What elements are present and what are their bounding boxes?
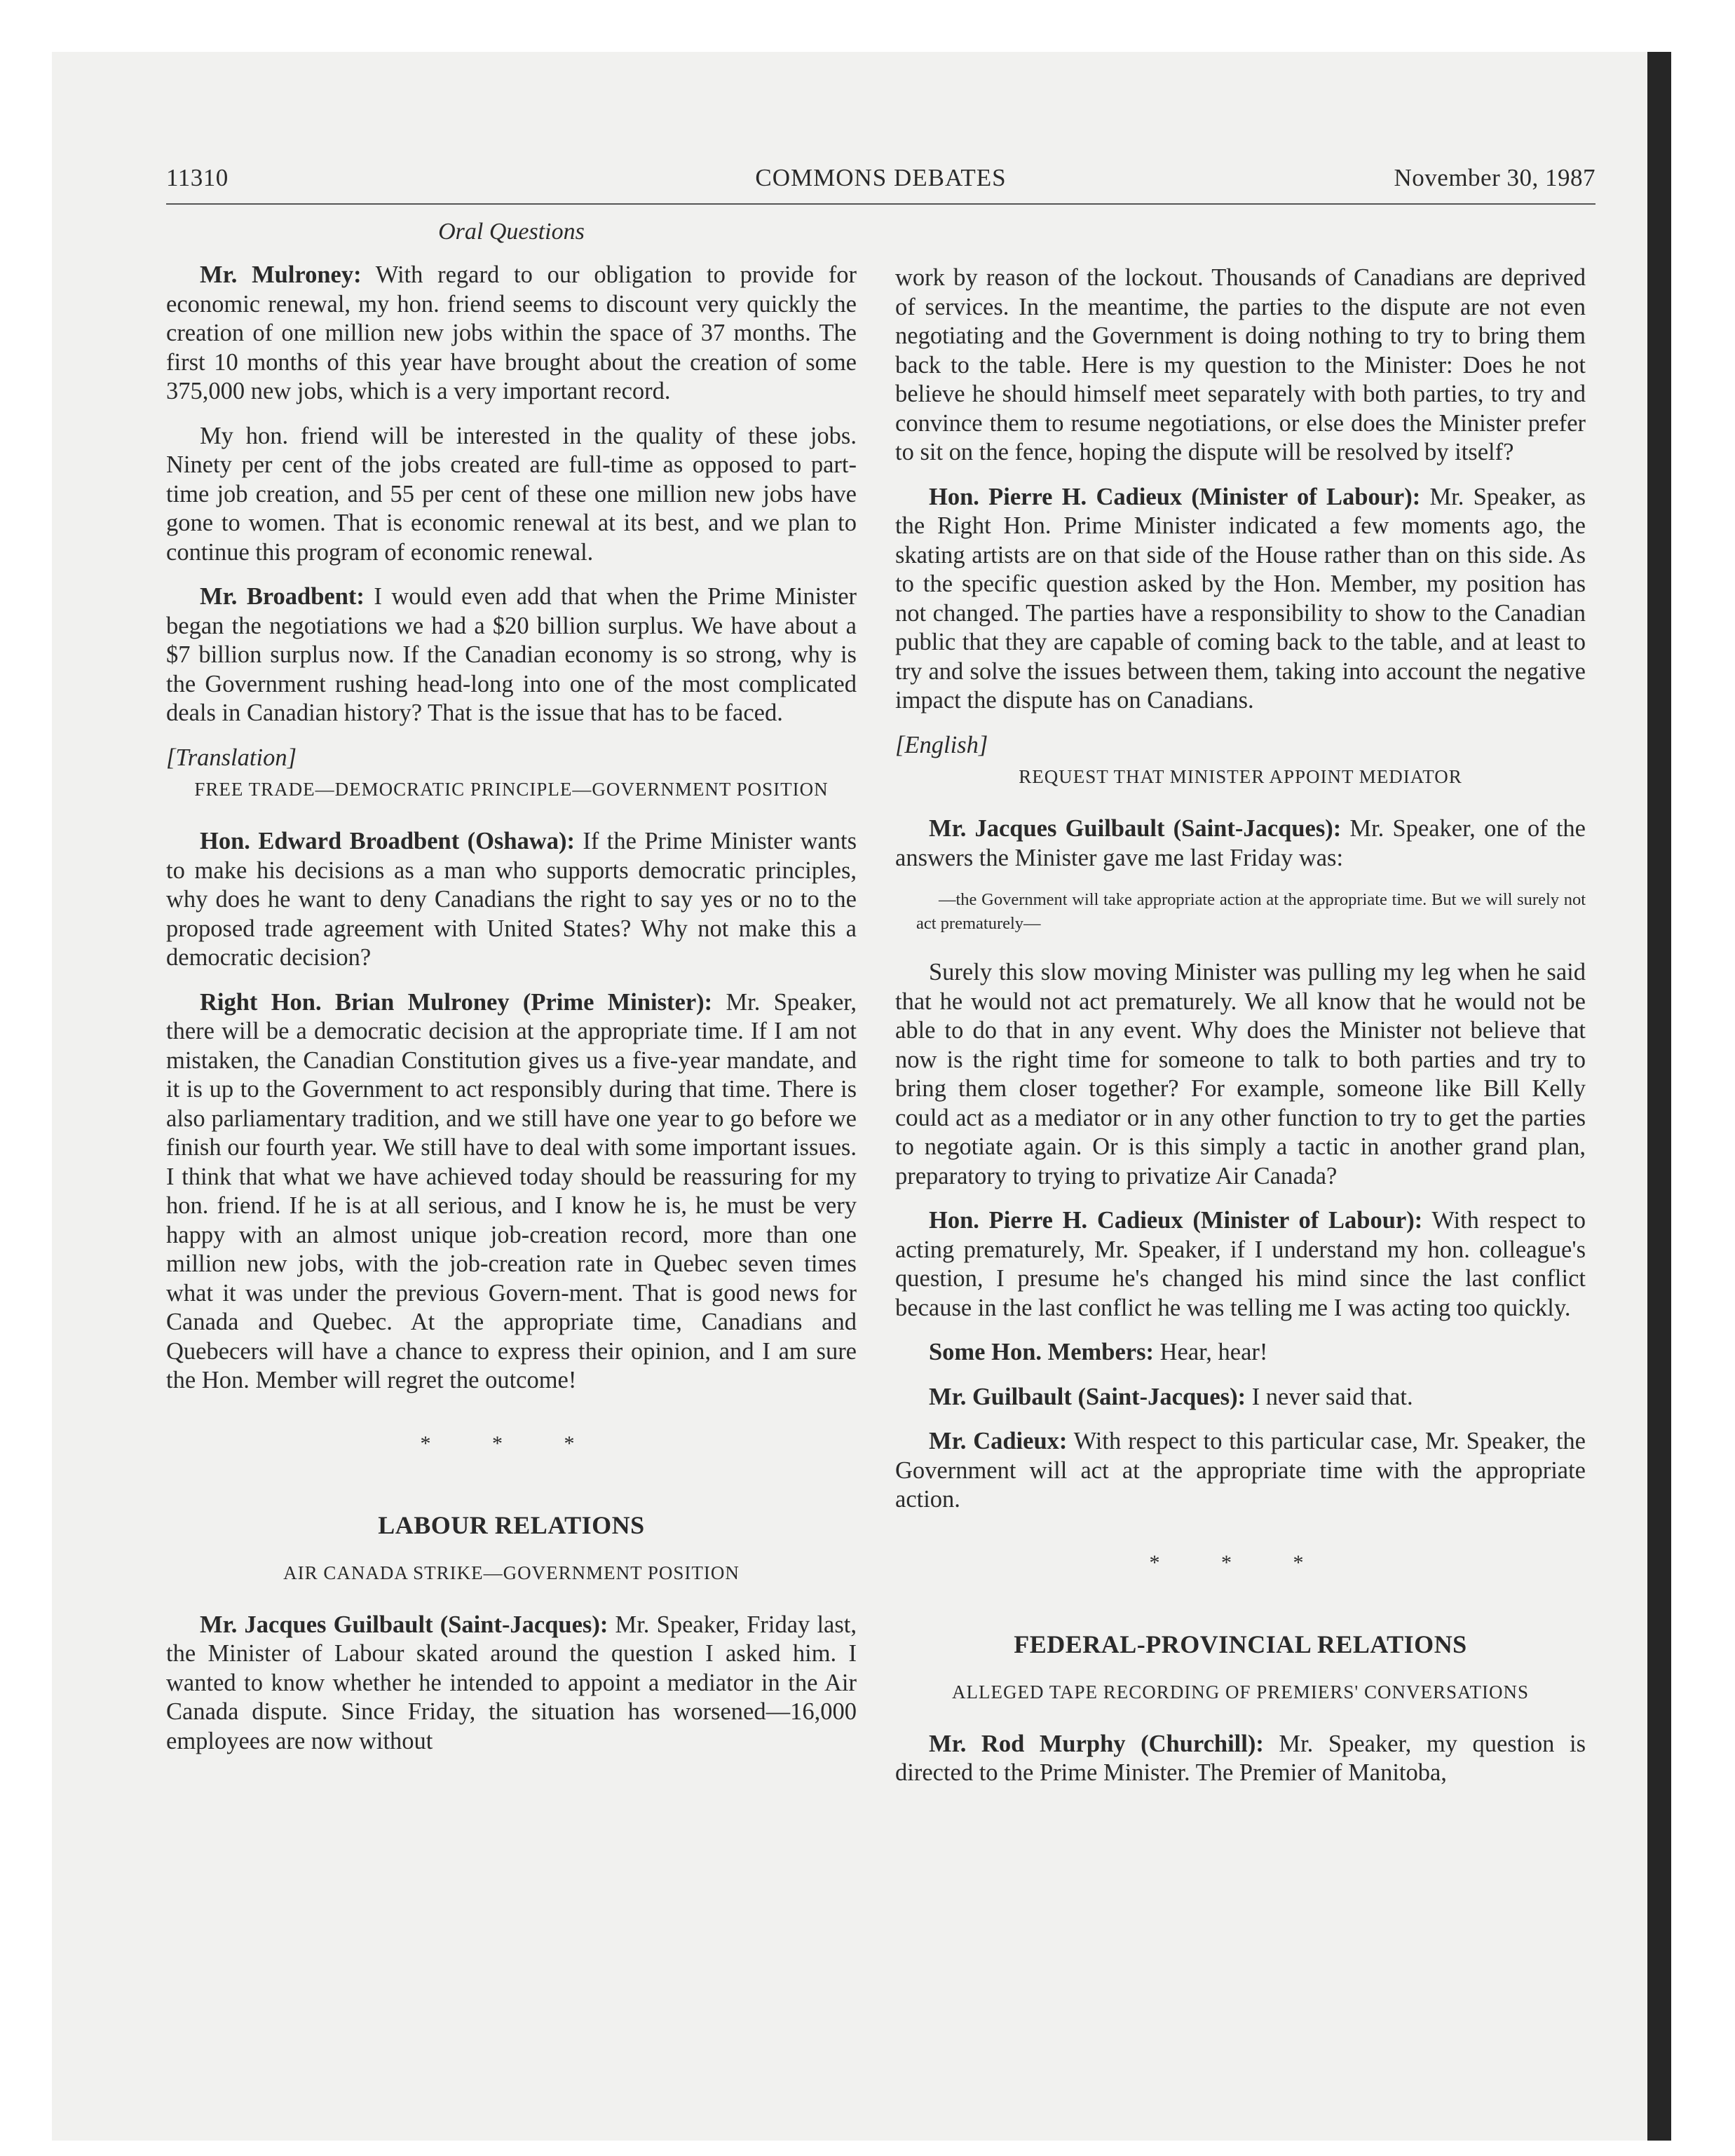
paragraph-text: work by reason of the lockout. Thousands of Canadians are deprived of services. In the meantime, the parties to the dispute are not even negotiating and the Government is doing nothing to try to bring them back to the table. Here is my question to the Minister: Does he not believe he should himself meet separately with both parties, to try and convince them to resume negotiations, or else does the Minister prefer to sit on the fence, hoping the dispute will be resolved by itself? — [895, 264, 1586, 465]
speaker-name: Mr. Rod Murphy (Churchill): — [929, 1730, 1264, 1757]
paragraph-text: I would even add that when the Prime Minister began the negotiations we had a $20 billion surplus. We have about a $7 billion surplus now. If the Canadian economy is so strong, why is the Government rushing head-long into one of the most complicated deals in Canadian history? That is the issue that has to be faced. — [166, 583, 857, 726]
paragraph — [895, 483, 1586, 716]
section-divider: * * * — [1149, 1550, 1332, 1574]
paragraph-text: With regard to our obligation to provide for economic renewal, my hon. friend seems to discount very quickly the creation of one million new jobs within the space of 37 months. The first 10 months of this year have brought about the creation of some 375,000 new jobs, which is a very important record. — [166, 261, 857, 404]
section-label: Oral Questions — [438, 219, 585, 245]
section-heading: LABOUR RELATIONS — [378, 1511, 645, 1539]
speaker-name: Mr. Jacques Guilbault (Saint-Jacques): — [929, 815, 1342, 842]
left-column — [166, 261, 857, 1771]
publication-title: COMMONS DEBATES — [755, 164, 1007, 191]
block-quote: —the Government will take appropriate action at the appropriate time. But we will surely not act prematurely— — [916, 890, 1586, 933]
paragraph-text: Mr. Speaker, as the Right Hon. Prime Minister indicated a few moments ago, the skating artists are on that side of the House rather than on this side. As to the specific question asked by the Hon. Member, my position has not changed. The parties have a responsibility to show to the Canadian public that they are capable of coming back to the table, and at least to try and solve the issues between them, taking into account the negative impact the dispute has on Canadians. — [895, 483, 1586, 714]
speaker-name: Some Hon. Members: — [929, 1339, 1154, 1365]
paragraph — [166, 422, 857, 568]
paragraph — [895, 1338, 1586, 1367]
paragraph-text: I never said that. — [1246, 1383, 1413, 1410]
paragraph-text: With respect to acting prematurely, Mr. Speaker, if I understand my hon. colleague's question, I presume he's changed his mind since the last conflict because in the last conflict he was telling me I was acting too quickly. — [895, 1207, 1586, 1321]
speaker-name: Right Hon. Brian Mulroney (Prime Minister): — [200, 988, 713, 1016]
subheading: REQUEST THAT MINISTER APPOINT MEDIATOR — [1019, 766, 1462, 787]
paragraph — [166, 827, 857, 973]
speaker-name: Mr. Mulroney: — [200, 261, 362, 288]
paragraph — [166, 582, 857, 728]
subheading: AIR CANADA STRIKE—GOVERNMENT POSITION — [283, 1562, 740, 1583]
speaker-name: Mr. Broadbent: — [200, 583, 365, 610]
paragraph — [166, 261, 857, 407]
publication-date: November 30, 1987 — [1394, 164, 1595, 191]
paragraph — [895, 1427, 1586, 1515]
paragraph — [895, 1206, 1586, 1323]
paragraph-text: My hon. friend will be interested in the quality of these jobs. Ninety per cent of the jobs created are full-time as opposed to part-time job creation, and 55 per cent of these one million new jobs have gone to women. That is economic renewal at its best, and we plan to continue this program of economic renewal. — [166, 422, 857, 566]
subheading: ALLEGED TAPE RECORDING OF PREMIERS' CONVERSATIONS — [951, 1681, 1529, 1703]
paragraph — [895, 814, 1586, 873]
language-tag: [Translation] — [166, 744, 297, 771]
page-header — [166, 164, 1595, 205]
paragraph-text: Mr. Speaker, Friday last, the Minister of Labour skated around the question I asked him. I wanted to know whether he intended to appoint a mediator in the Air Canada dispute. Since Friday, the situation has worsened—16,000 employees are now without — [166, 1611, 857, 1754]
section-heading: FEDERAL-PROVINCIAL RELATIONS — [1014, 1630, 1467, 1658]
speaker-name: Mr. Jacques Guilbault (Saint-Jacques): — [200, 1611, 608, 1638]
paragraph-text: Surely this slow moving Minister was pulling my leg when he said that he would not act prematurely. We all know that he would not be able to do that in any event. Why does the Minister not believe that now is the right time for someone to talk to both parties and try to bring them closer together? For example, someone like Bill Kelly could act as a mediator or in any other function to try to get the parties to negotiate again. Or is this simply a tactic in another grand plan, preparatory to trying to privatize Air Canada? — [895, 959, 1586, 1189]
paragraph-text: Mr. Speaker, one of the answers the Minister gave me last Friday was: — [895, 815, 1586, 871]
binding-edge — [1647, 52, 1671, 2141]
speaker-name: Mr. Guilbault (Saint-Jacques): — [929, 1383, 1246, 1410]
paragraph — [895, 958, 1586, 1191]
subheading: FREE TRADE—DEMOCRATIC PRINCIPLE—GOVERNMENT POSITION — [194, 779, 829, 800]
speaker-name: Hon. Edward Broadbent (Oshawa): — [200, 828, 575, 854]
paragraph-text: Hear, hear! — [1153, 1339, 1268, 1365]
speaker-name: Mr. Cadieux: — [929, 1428, 1068, 1454]
language-tag: [English] — [895, 731, 988, 758]
paragraph-text: With respect to this particular case, Mr. Speaker, the Government will act at the appropriate time with the appropriate action. — [895, 1428, 1586, 1513]
paragraph-text: Mr. Speaker, my question is directed to the Prime Minister. The Premier of Manitoba, — [895, 1730, 1586, 1786]
paragraph — [166, 1611, 857, 1756]
paragraph — [166, 988, 857, 1396]
paragraph-text: If the Prime Minister wants to make his decisions as a man who supports democratic principles, why does he want to deny Canadians the right to say yes or no to the proposed trade agreement with United States? Why not make this a democratic decision? — [166, 828, 857, 971]
paragraph — [895, 264, 1586, 468]
right-column — [895, 264, 1586, 1803]
paragraph — [895, 1383, 1586, 1412]
page-number: 11310 — [166, 164, 229, 191]
paragraph — [895, 1730, 1586, 1788]
section-divider: * * * — [420, 1431, 603, 1455]
speaker-name: Hon. Pierre H. Cadieux (Minister of Labour): — [929, 1207, 1423, 1234]
paragraph-text: Mr. Speaker, there will be a democratic decision at the appropriate time. If I am not mistaken, the Canadian Constitution gives us a five-year mandate, and it is up to the Government to act responsibly during that time. There is also parliamentary tradition, and we still have one year to go before we finish our fourth year. We still have to deal with some important issues. I think that what we have achieved today should be reassuring for my hon. friend. If he is at all serious, and I know he is, he must be very happy with an almost unique job-creation record, more than one million new jobs, with the job-creation rate in Quebec seven times what it was under the previous Govern-ment. That is good news for Canada and Quebec. At the appropriate time, Canadians and Quebecers will have a chance to express their opinion, and I am sure the Hon. Member will regret the outcome! — [166, 988, 857, 1393]
speaker-name: Hon. Pierre H. Cadieux (Minister of Labour): — [929, 483, 1421, 510]
